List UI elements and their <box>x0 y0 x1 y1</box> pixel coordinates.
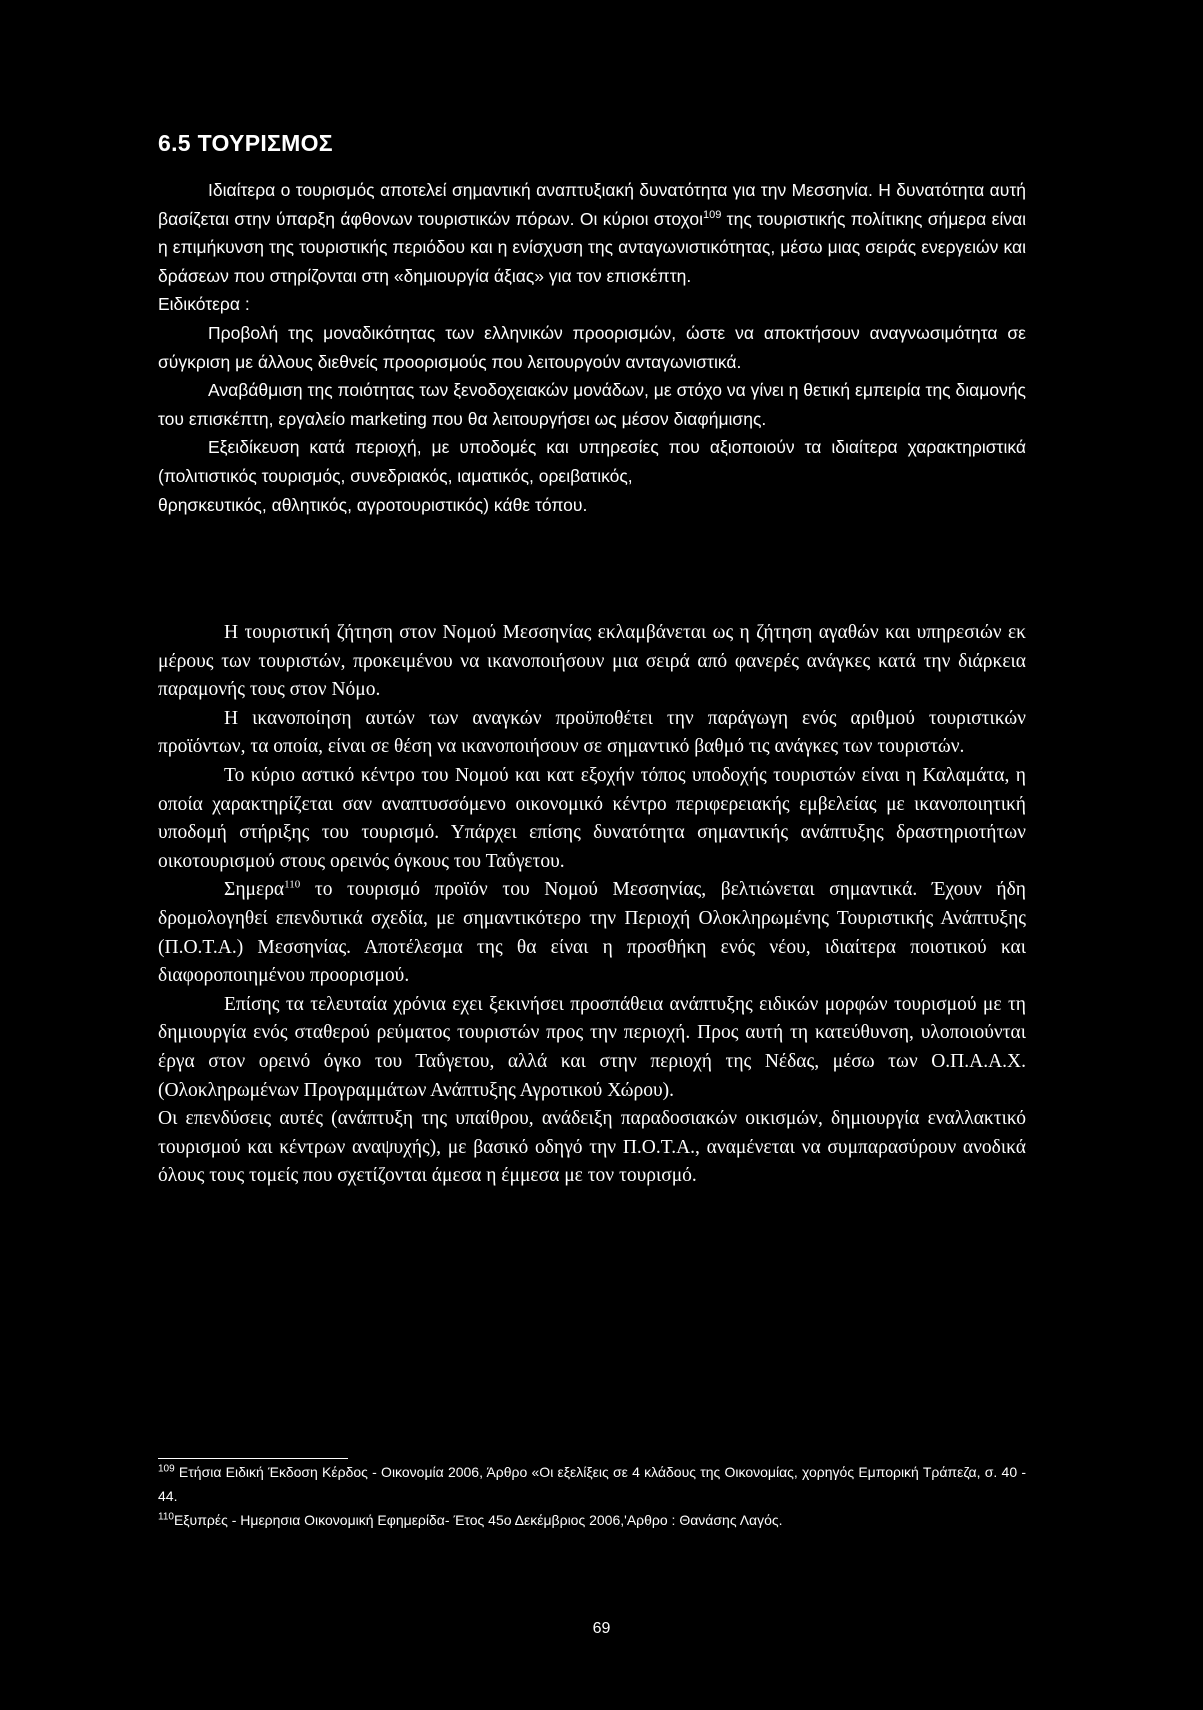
footnote-marker-109: 109 <box>158 1463 175 1475</box>
paragraph-intro-text-b: της τουριστικής πολίτικης σήμερα είναι η επιμήκυνση της τουριστικής περιόδου και η ενίσχυση της ανταγωνιστικότητας, μέσω μιας σειράς ενεργειών και δράσεων που στηρίζονται στη «δημιουργία άξιας» για τον επισκέπτη. <box>158 208 1027 286</box>
paragraph-kalamata: Το κύριο αστικό κέντρο του Νομού και κατ εξοχήν τόπος υποδοχής τουριστών είναι η Καλαμάτα, η οποία χαρακτηρίζεται σαν αναπτυσσόμενο οικονομικό κέντρο περιφερειακής εμβελείας με ικανοποιητική υποδομή στήριξης του τουρισμό. Υπάρχει επίσης δυνατότητα σημαντικής ανάπτυξης δραστηριοτήτων οικοτουρισμού στους ορεινός όγκους του Ταΰγετου. <box>158 764 1026 872</box>
paragraph-specifically: Ειδικότερα : <box>158 294 250 315</box>
section-demand <box>158 619 1026 1191</box>
footnote-ref-109: 109 <box>702 208 722 221</box>
paragraph-special-forms: Επίσης τα τελευταία χρόνια εχει ξεκινήσει προσπάθεια ανάπτυξης ειδικών μορφών τουρισμού με τη δημιουργία ενός σταθερού ρεύματος τουριστών προς την περιοχή. Προς αυτή τη κατεύθυνση, υλοποιούνται έργα στον ορεινό όγκο του Ταΰγετου, αλλά και στην περιοχή της Νέδας, μέσω των Ο.Π.Α.Α.Χ. (Ολοκληρωμένων Προγραμμάτων Ανάπτυξης Αγροτικού Χώρου). <box>158 993 1026 1101</box>
page-number: 69 <box>592 1620 611 1637</box>
footnote-109 <box>158 1460 1026 1508</box>
paragraph-satisfaction: Η ικανοποίηση αυτών των αναγκών προϋποθέτει την παράγωγη ενός αριθμού τουριστικών προϊόντων, τα οποία, είναι σε θέση να ικανοποιήσουν σε σημαντικό βαθμό τις ανάγκες των τουριστών. <box>158 707 1026 758</box>
paragraph-today-text-a: Σημερα <box>224 879 285 901</box>
paragraph-today-text-b: το τουρισμό προϊόν του Νομού Μεσσηνίας, βελτιώνεται σημαντικά. Έχουν ήδη δρομολογηθεί επενδυτικά σχεδία, με σημαντικότερο την Περιοχή Ολοκληρωμένης Τουριστικής Ανάπτυξης (Π.Ο.Τ.Α.) Μεσσηνίας. Αποτέλεσμα της θα είναι η προσθήκη ενός νέου, ιδιαίτερα ποιοτικού και διαφοροποιημένου προορισμού. <box>158 879 1026 987</box>
section-heading: 6.5 ΤΟΥΡΙΣΜΟΣ <box>158 130 333 156</box>
footnotes <box>158 1460 1026 1532</box>
paragraph-specialization: Εξειδίκευση κατά περιοχή, με υποδομές και υπηρεσίες που αξιοποιούν τα ιδιαίτερα χαρακτηριστικά (πολιτιστικός τουρισμός, συνεδριακός, ιαματικός, ορειβατικός, <box>158 437 1026 486</box>
footnote-marker-110: 110 <box>158 1511 174 1523</box>
paragraph-demand: Η τουριστική ζήτηση στον Νομού Μεσσηνίας εκλαμβάνεται ως η ζήτηση αγαθών και υπηρεσιών εκ μέρους των τουριστών, προκειμένου να ικανοποιήσουν μια σειρά από φανερές ανάγκες κατά την διάρκεια παραμονής τους στον Νόμο. <box>158 622 1026 701</box>
footnote-ref-110: 110 <box>284 878 301 891</box>
paragraph-investments: Οι επενδύσεις αυτές (ανάπτυξη της υπαίθρου, ανάδειξη παραδοσιακών οικισμών, δημιουργία εναλλακτικό τουρισμού και κέντρων αναψυχής), με βασικό οδηγό την Π.Ο.Τ.Α., αναμένεται να συμπαρασύρουν ανοδικά όλους τους τομείς που σχετίζονται άμεσα η έμμεσα με τον τουρισμό. <box>158 1108 1026 1187</box>
paragraph-today <box>158 876 1026 990</box>
footnote-text-110: Εξυπρές - Ημερησια Οικονομική Εφημερίδα- Έτος 45ο Δεκέμβριος 2006,'Αρθρο : Θανάσης Λαγός. <box>173 1512 783 1528</box>
footnote-110 <box>158 1508 1026 1532</box>
paragraph-specialization-end: θρησκευτικός, αθλητικός, αγροτουριστικός) κάθε τόπου. <box>158 494 588 515</box>
paragraph-intro <box>158 176 1026 290</box>
paragraph-promotion: Προβολή της μοναδικότητας των ελληνικών προορισμών, ώστε να αποκτήσουν αναγνωσιμότητα σε σύγκριση με άλλους διεθνείς προορισμούς που λειτουργούν ανταγωνιστικά. <box>158 322 1026 372</box>
paragraph-upgrade: Αναβάθμιση της ποιότητας των ξενοδοχειακών μονάδων, με στόχο να γίνει η θετική εμπειρία της διαμονής του επισκέπτη, εργαλείο marketing που θα λειτουργήσει ως μέσον διαφήμισης. <box>158 380 1026 429</box>
paragraph-intro-text-a: Ιδιαίτερα ο τουρισμός αποτελεί σημαντική αναπτυξιακή δυνατότητα για την Μεσσηνία. Η δυνατότητα αυτή βασίζεται στην ύπαρξη άφθονων τουριστικών πόρων. Οι κύριοι στοχοι <box>158 180 1026 229</box>
footnote-divider <box>158 1458 348 1459</box>
section-intro <box>158 176 1026 519</box>
footnote-text-109: Ετήσια Ειδική Έκδοση Κέρδος - Οικονομία 2006, Άρθρο «Οι εξελίξεις σε 4 κλάδους της Οικονομίας, χορηγός Εμπορική Τράπεζα, σ. 40 - 44. <box>158 1464 1026 1504</box>
